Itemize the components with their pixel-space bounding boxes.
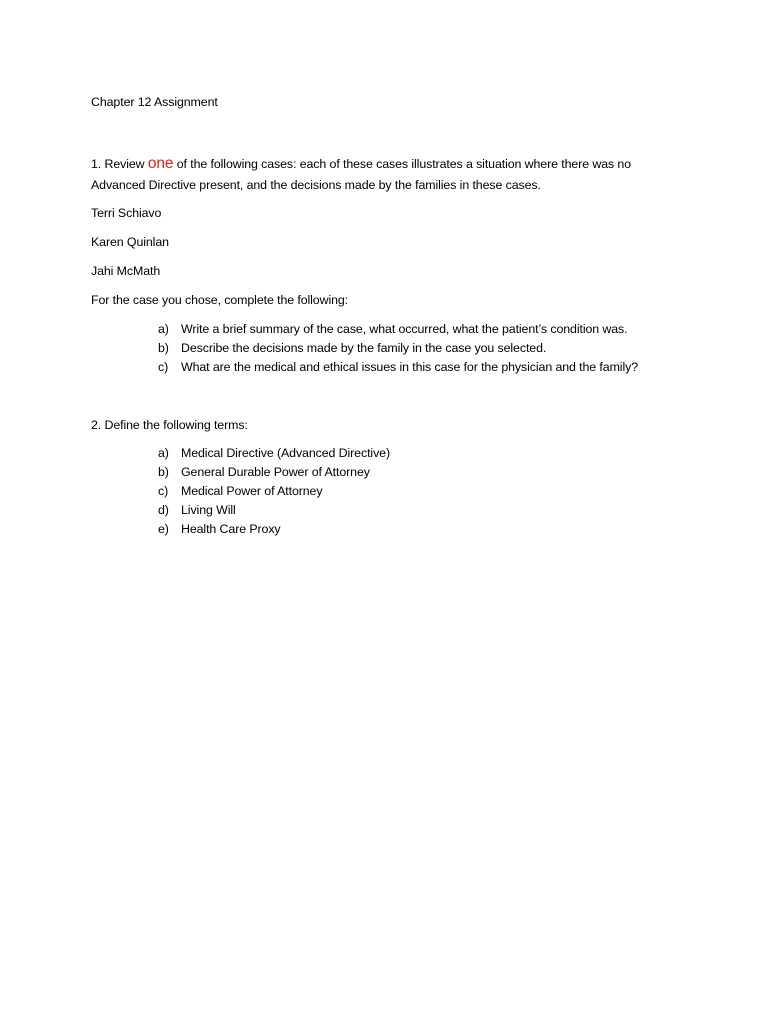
- task-marker: c): [158, 360, 169, 374]
- page-title: Chapter 12 Assignment: [91, 95, 218, 109]
- term-item: [158, 521, 281, 537]
- case-item: Terri Schiavo: [91, 206, 162, 220]
- term-text: General Durable Power of Attorney: [181, 465, 370, 479]
- task-marker: a): [158, 322, 169, 336]
- term-text: Living Will: [181, 503, 236, 517]
- task-item: [158, 340, 546, 356]
- term-text: Health Care Proxy: [181, 522, 281, 536]
- case-item: Jahi McMath: [91, 264, 161, 278]
- question-1-line-1: [91, 156, 631, 172]
- question-1-line-2: Advanced Directive present, and the decisions made by the families in these cases.: [91, 178, 541, 192]
- term-text: Medical Power of Attorney: [181, 484, 323, 498]
- term-marker: e): [158, 522, 169, 536]
- question-2: 2. Define the following terms:: [91, 418, 248, 432]
- term-marker: d): [158, 503, 169, 517]
- term-item: [158, 464, 370, 480]
- term-text: Medical Directive (Advanced Directive): [181, 446, 390, 460]
- case-item: Karen Quinlan: [91, 235, 169, 249]
- task-text: What are the medical and ethical issues in this case for the physician and the family?: [181, 360, 638, 374]
- term-marker: c): [158, 484, 169, 498]
- task-item: [158, 359, 638, 375]
- question-1-emphasis: one: [147, 155, 174, 172]
- term-item: [158, 445, 390, 461]
- question-1-prefix: 1. Review: [91, 157, 148, 171]
- task-item: [158, 321, 627, 337]
- term-marker: a): [158, 446, 169, 460]
- question-1-rest: of the following cases: each of these cases illustrates a situation where there was no: [173, 157, 632, 171]
- term-item: [158, 502, 236, 518]
- term-item: [158, 483, 322, 499]
- instruction-text: For the case you chose, complete the following:: [91, 293, 349, 307]
- task-text: Describe the decisions made by the family in the case you selected.: [181, 341, 547, 355]
- task-text: Write a brief summary of the case, what occurred, what the patient’s condition was.: [181, 322, 628, 336]
- term-marker: b): [158, 465, 169, 479]
- task-marker: b): [158, 341, 169, 355]
